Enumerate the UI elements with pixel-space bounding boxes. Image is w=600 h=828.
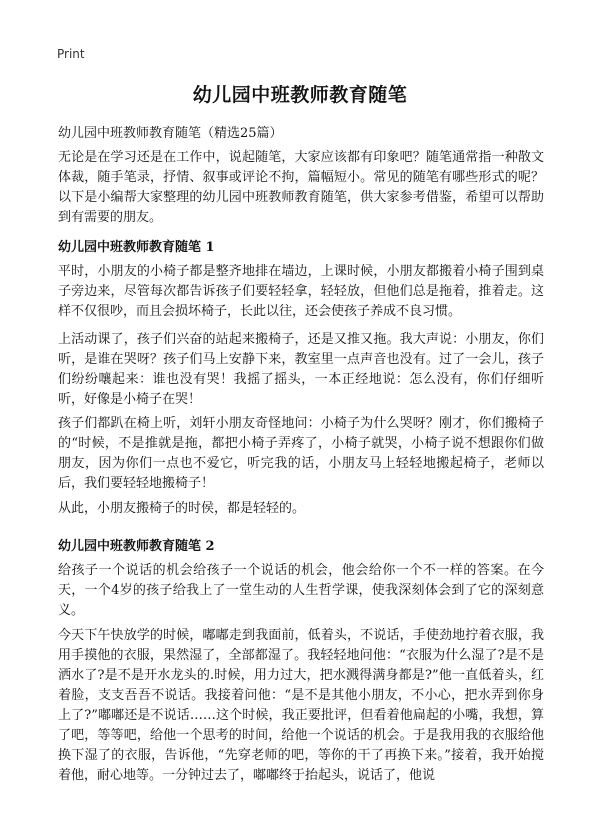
section2-paragraph-1: 给孩子一个说话的机会给孩子一个说话的机会，他会给你一个不一样的答案。在今天，一个4岁的孩子给我上了一堂生动的人生哲学课，使我深刻体会到了它的深刻意义。 xyxy=(58,563,544,618)
section-heading-1: 幼儿园中班教师教育随笔 1 xyxy=(58,240,215,255)
section1-paragraph-1: 平时，小朋友的小椅子都是整齐地排在墙边，上课时候，小朋友都搬着小椅子围到桌子旁边来，尽管每次都告诉孩子们要轻轻拿，轻轻放，但他们总是拖着，推着走。这样不仅很吵，而且会损坏椅子，长此以往，还会使孩子养成不良习惯。 xyxy=(58,264,544,319)
section1-paragraph-3: 孩子们都趴在椅上听，刘轩小朋友奇怪地问：小椅子为什么哭呀？刚才，你们搬椅子的“时候，不是推就是拖，都把小椅子弄疼了，小椅子就哭，小椅子说不想跟你们做朋友，因为你们一点也不爱它，听完我的话，小朋友马上轻轻地搬起椅子，老师以后，我们要轻轻地搬椅子！ xyxy=(58,416,544,491)
section1-paragraph-4: 从此，小朋友搬椅子的时侯，都是轻轻的。 xyxy=(58,501,306,516)
section1-paragraph-2: 上活动课了，孩子们兴奋的站起来搬椅子，还是又推又拖。我大声说：小朋友，你们听，是谁在哭呀？孩子们马上安静下来，教室里一点声音也没有。过了一会儿，孩子们纷纷嚷起来：谁也没有哭！我摇了摇头，一本正经地说：怎么没有，你们仔细听听，好像是小椅子在哭！ xyxy=(58,332,544,407)
section-heading-2: 幼儿园中班教师教育随笔 2 xyxy=(58,539,215,554)
page-title: 幼儿园中班教师教育随笔 xyxy=(192,84,408,106)
print-link[interactable]: Print xyxy=(57,47,85,61)
document-subtitle: 幼儿园中班教师教育随笔（精选25篇） xyxy=(58,126,283,141)
section2-paragraph-2: 今天下午快放学的时候，嘟嘟走到我面前，低着头，不说话，手使劲地拧着衣服，我用手摸他的衣服，果然湿了，全部都湿了。我轻轻地问他：“衣服为什么湿了?是不是洒水了?是不是开水龙头的.时候，用力过大，把水溅得满身都是?”他一直低着头，红着脸，支支吾吾不说话。我接着问他：“是不是其他小朋友，不小心，把水弄到你身上了?”嘟嘟还是不说话……这个时候，我正要批评，但看着他扁起的小嘴，我想，算了吧，等等吧，给他一个思考的时间，给他一个说话的机会。于是我用我的衣服给他换下湿了的衣服，告诉他，“先穿老师的吧，等你的干了再换下来。”接着，我开始搅着他，耐心地等。一分钟过去了，嘟嘟终于抬起头，说话了，他说 xyxy=(58,628,544,783)
intro-paragraph: 无论是在学习还是在工作中，说起随笔，大家应该都有印象吧？随笔通常指一种散文体裁，随手笔录，抒情、叙事或评论不拘，篇幅短小。常见的随笔有哪些形式的呢？以下是小编帮大家整理的幼儿园中班教师教育随笔，供大家参考借鉴，希望可以帮助到有需要的朋友。 xyxy=(58,150,544,225)
